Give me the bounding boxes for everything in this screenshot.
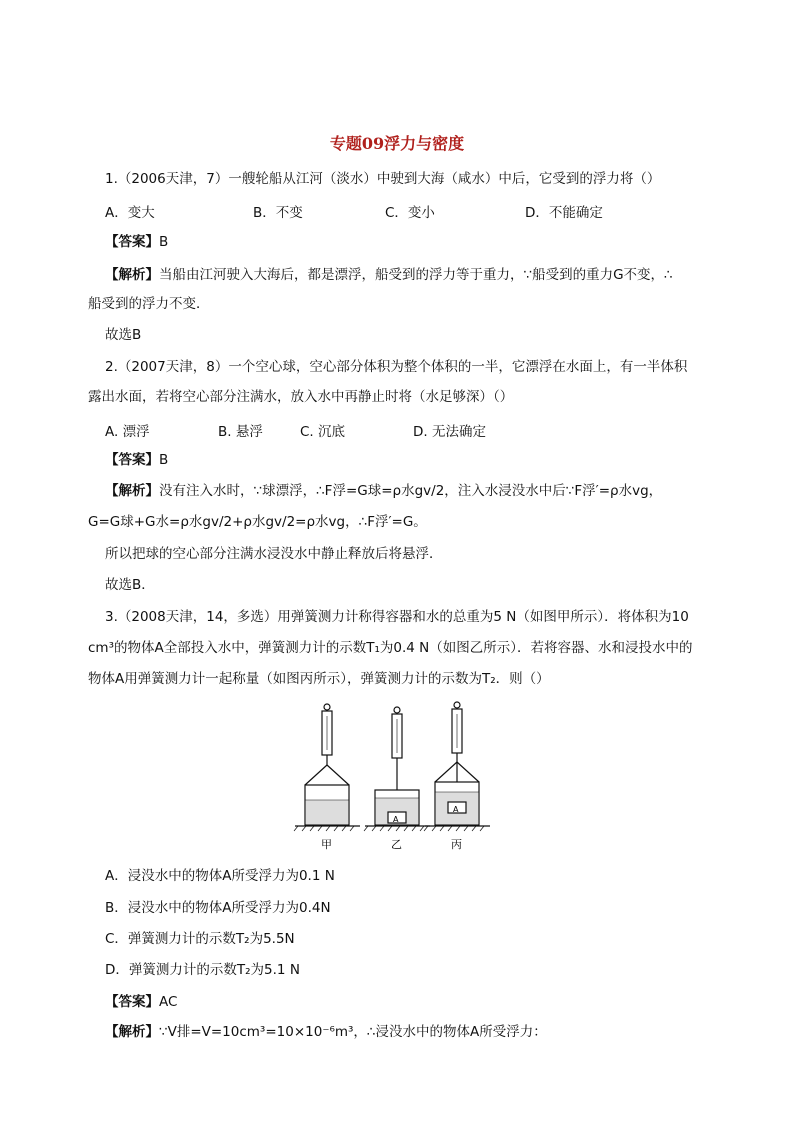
- q3-option-b: B．浸没水中的物体A所受浮力为0.4N: [105, 900, 331, 916]
- q2-stem-line-1: 2.（2007天津，8）一个空心球，空心部分体积为整个体积的一半，它漂浮在水面上，有一半体积: [105, 359, 688, 375]
- answer-label: 【答案】: [105, 234, 159, 250]
- analysis-text: ∵V排=V=10cm³=10×10⁻⁶m³，∴浸没水中的物体A所受浮力：: [159, 1024, 547, 1040]
- q2-analysis-line-1: [105, 481, 662, 501]
- q2-option-c: C. 沉底: [300, 424, 346, 440]
- object-a-label-yi: A: [393, 815, 399, 824]
- q2-option-b: B. 悬浮: [218, 424, 263, 440]
- analysis-label: 【解析】: [105, 483, 159, 499]
- object-a-label-bing: A: [453, 805, 459, 814]
- q2-analysis-line-2: G=G球+G水=ρ水gv/2+ρ水gv/2=ρ水vg，∴F浮′=G。: [88, 514, 427, 530]
- figure-svg: [290, 700, 510, 860]
- answer-value: AC: [159, 994, 178, 1010]
- analysis-label: 【解析】: [105, 1024, 159, 1040]
- figure-jia: [295, 704, 360, 826]
- q1-analysis-line-2: 船受到的浮力不变．: [88, 296, 210, 312]
- q3-option-c: C．弹簧测力计的示数T₂为5.5N: [105, 931, 295, 947]
- q1-analysis-line-1: [105, 265, 673, 285]
- analysis-text: 没有注入水时，∵球漂浮，∴F浮=G球=ρ水gv/2，注入水浸没水中后∵F浮′=ρ水vg，: [159, 483, 663, 499]
- q2-option-d: D. 无法确定: [413, 424, 486, 440]
- figure-label-yi: 乙: [391, 838, 402, 851]
- q1-option-b: B．不变: [253, 205, 303, 221]
- answer-label: 【答案】: [105, 452, 159, 468]
- q1-stem: 1.（2006天津，7）一艘轮船从江河（淡水）中驶到大海（咸水）中后，它受到的浮力将（）: [105, 171, 661, 187]
- q3-option-d: D．弹簧测力计的示数T₂为5.1 N: [105, 962, 300, 978]
- answer-value: B: [159, 234, 169, 250]
- figure-yi: [365, 707, 430, 826]
- spring-scale-figure: [290, 700, 510, 860]
- analysis-text: 当船由江河驶入大海后，都是漂浮，船受到的浮力等于重力，∵船受到的重力G不变，∴: [159, 267, 673, 283]
- q2-choose: 故选B．: [105, 577, 155, 593]
- q1-option-d: D．不能确定: [525, 205, 603, 221]
- q1-option-c: C．变小: [385, 205, 435, 221]
- q1-option-a: A．变大: [105, 205, 155, 221]
- analysis-label: 【解析】: [105, 267, 159, 283]
- q3-answer: [105, 992, 177, 1012]
- q3-analysis-line-1: [105, 1022, 547, 1042]
- ground-hatching: [294, 826, 484, 831]
- figure-label-bing: 丙: [451, 838, 462, 851]
- q1-choose: 故选B: [105, 327, 142, 343]
- q2-answer: [105, 450, 168, 470]
- answer-value: B: [159, 452, 169, 468]
- q2-option-a: A. 漂浮: [105, 424, 150, 440]
- page-title: 专题09浮力与密度: [329, 134, 465, 153]
- q2-stem-line-2: 露出水面，若将空心部分注满水，放入水中再静止时将（水足够深）（）: [88, 389, 514, 405]
- q3-option-a: A．浸没水中的物体A所受浮力为0.1 N: [105, 868, 335, 884]
- q2-conclusion: 所以把球的空心部分注满水浸没水中静止释放后将悬浮．: [105, 546, 443, 562]
- figure-label-jia: 甲: [321, 838, 332, 851]
- q1-answer: [105, 232, 168, 252]
- q3-stem-line-3: 物体A用弹簧测力计一起称量（如图丙所示），弹簧测力计的示数为T₂．则（）: [88, 671, 550, 687]
- q3-stem-line-2: cm³的物体A全部投入水中，弹簧测力计的示数T₁为0.4 N（如图乙所示）．若将容器、水和浸投水中的: [88, 640, 693, 656]
- q3-stem-line-1: 3.（2008天津，14，多选）用弹簧测力计称得容器和水的总重为5 N（如图甲所示）．将体积为10: [105, 609, 689, 625]
- answer-label: 【答案】: [105, 994, 159, 1010]
